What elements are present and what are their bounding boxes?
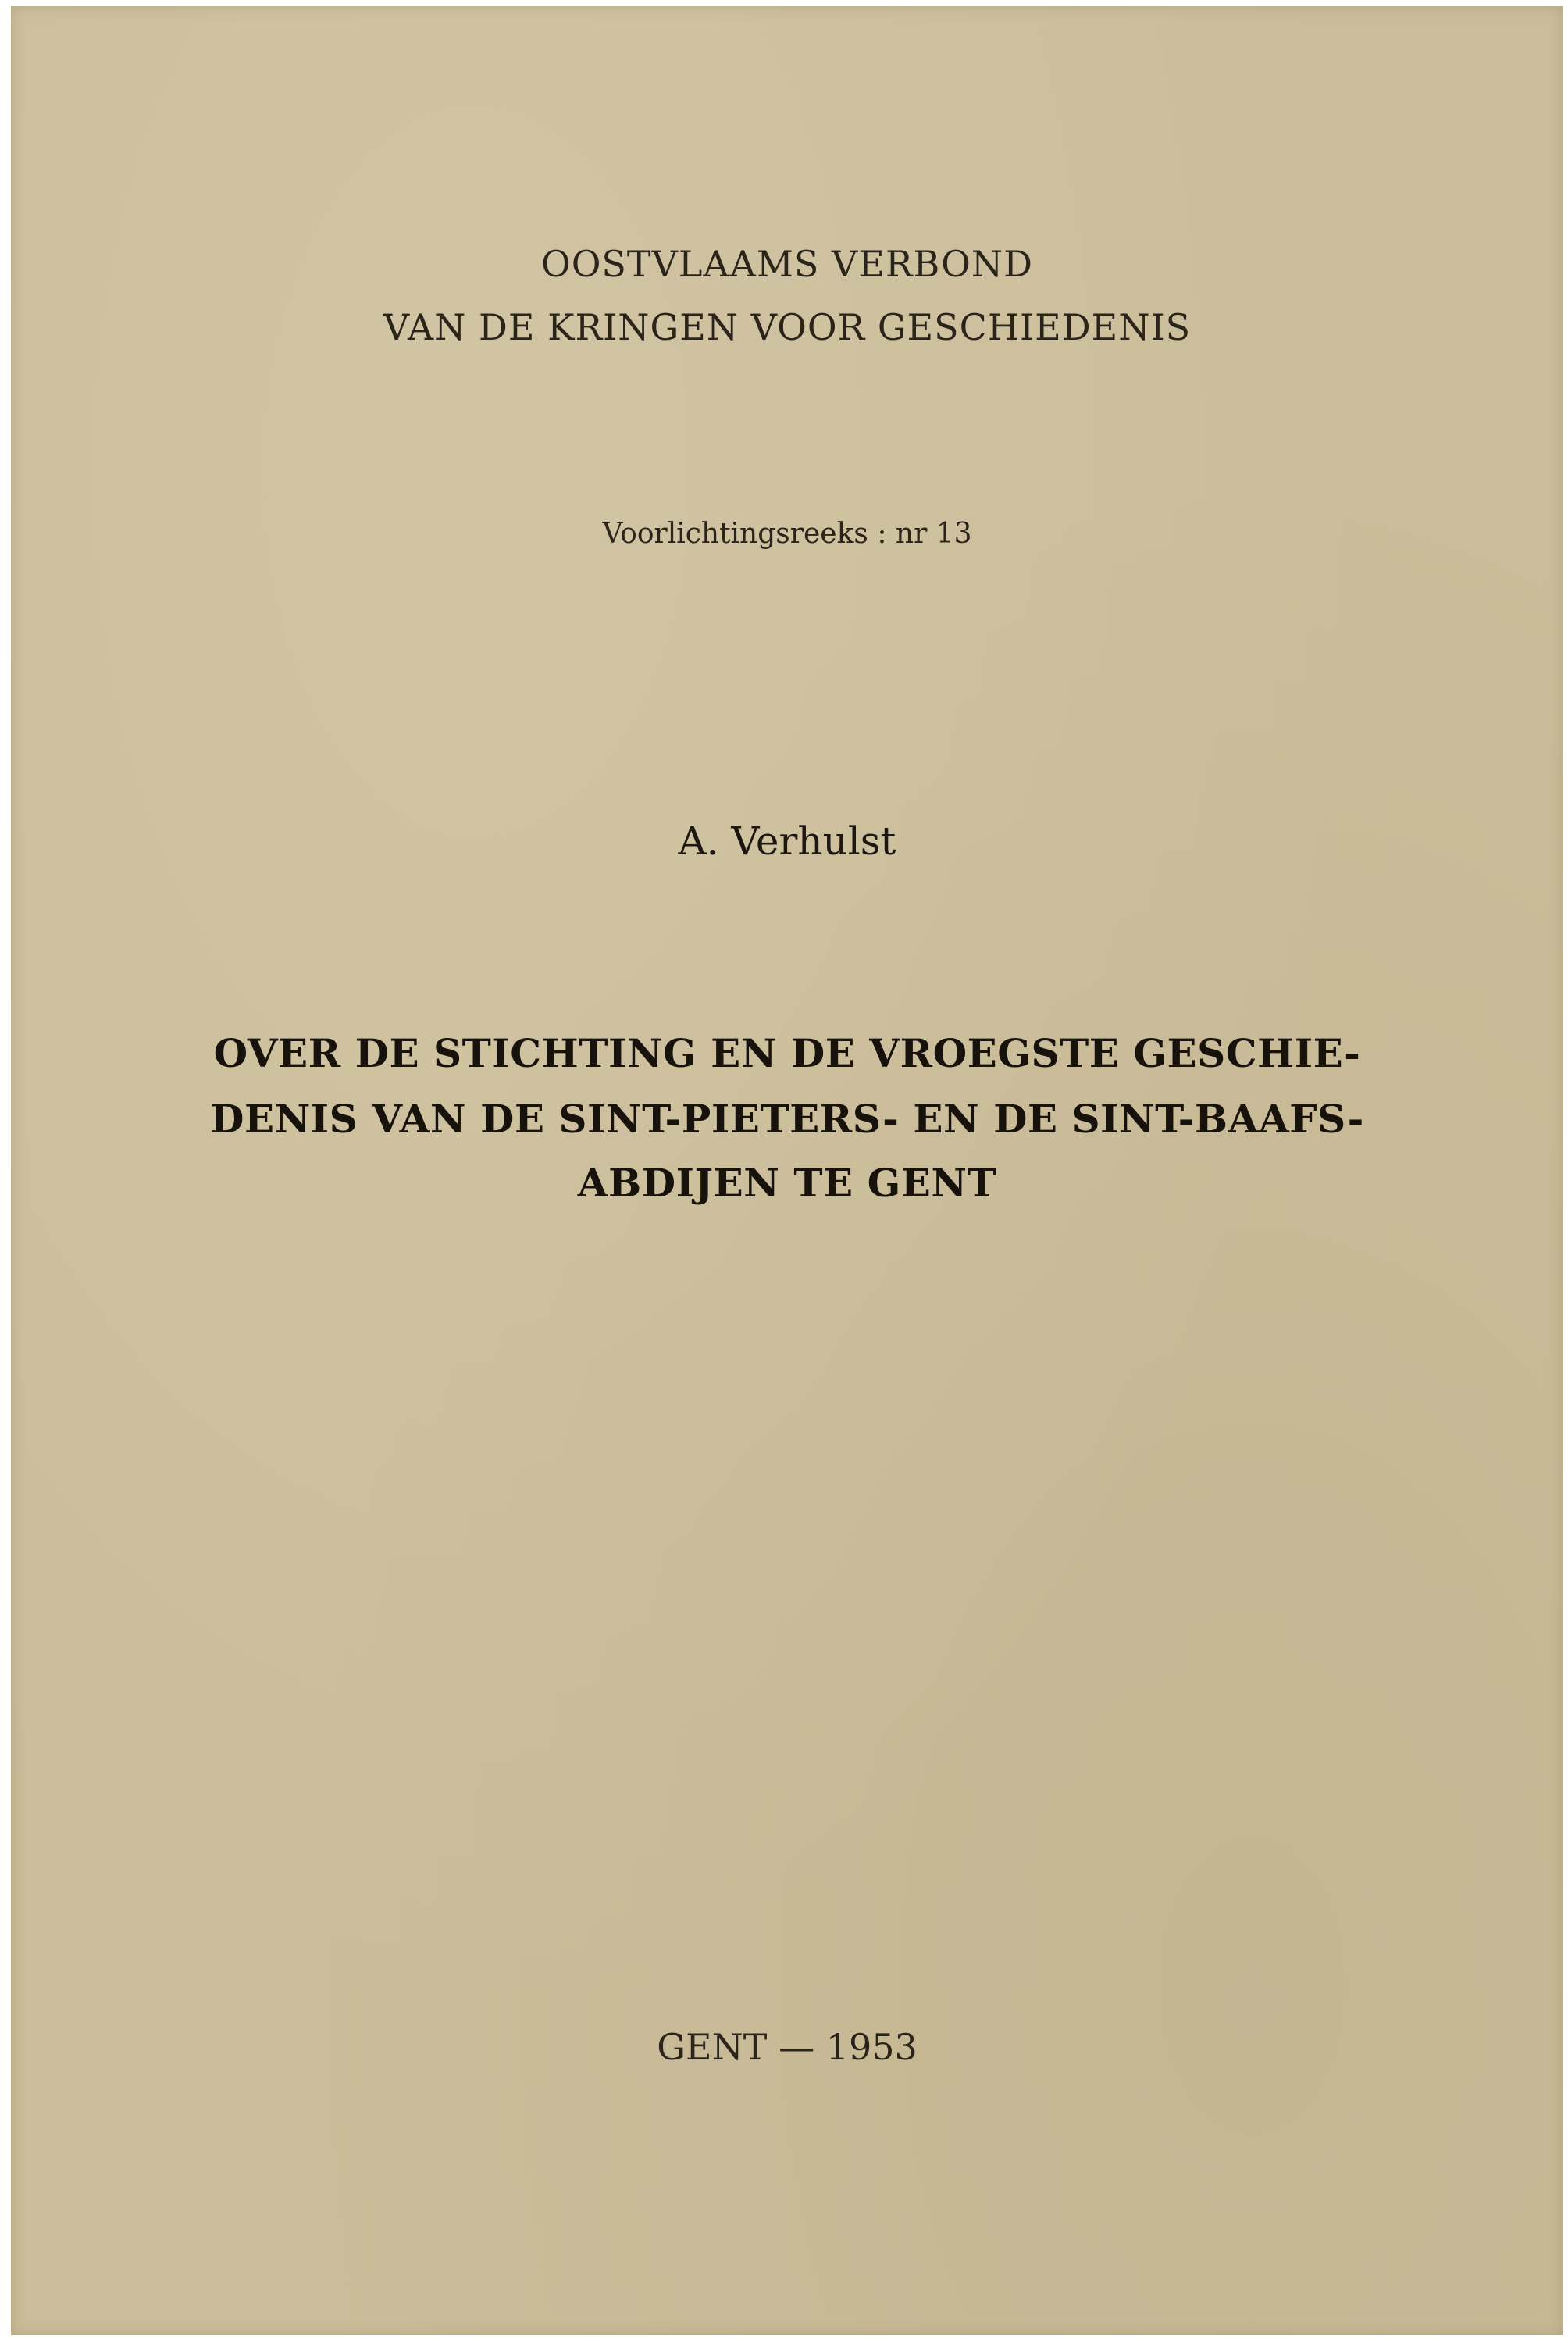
title-line-3: ABDIJEN TE GENT (577, 1160, 997, 1206)
series-label: Voorlichtingsreeks : nr 13 (602, 518, 972, 550)
book-cover (11, 6, 1563, 2335)
title-line-2: DENIS VAN DE SINT-PIETERS- EN DE SINT-BAAFS- (210, 1096, 1364, 1142)
author-name: A. Verhulst (678, 818, 896, 864)
title-line-1: OVER DE STICHTING EN DE VROEGSTE GESCHIE- (213, 1030, 1361, 1076)
publisher-line-2: VAN DE KRINGEN VOOR GESCHIEDENIS (383, 306, 1192, 348)
imprint-place-year: GENT — 1953 (657, 2026, 918, 2068)
publisher-line-1: OOSTVLAAMS VERBOND (541, 243, 1033, 285)
